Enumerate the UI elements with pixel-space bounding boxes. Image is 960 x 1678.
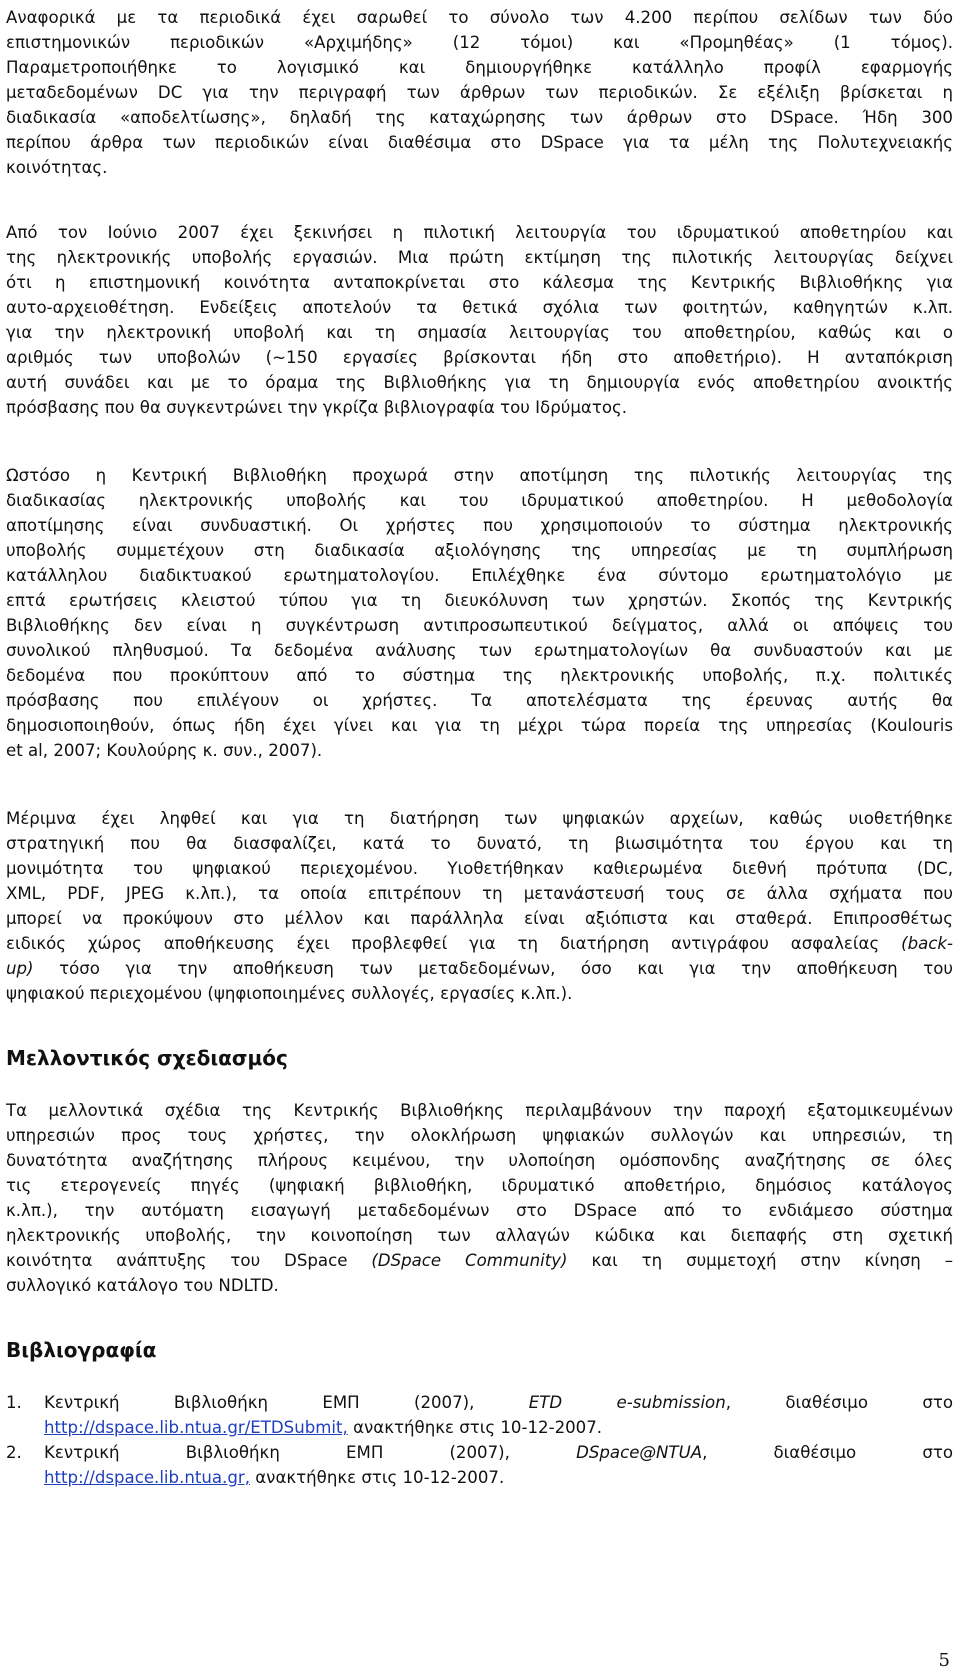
paragraph-5-text: και τη συμμετοχή στην κίνηση – (567, 1251, 953, 1270)
paragraph-5-line: υπηρεσιών προς τους χρήστες, την ολοκλήρωση ψηφιακών συλλογών και υπηρεσιών, τη (6, 1126, 953, 1145)
paragraph-5-line: συλλογικό κατάλογο του NDLTD. (6, 1276, 279, 1295)
reference-link-line (44, 1468, 953, 1488)
paragraph-1-line: περίπου άρθρα των περιοδικών είναι διαθέσιμα στο DSpace για τα μέλη της Πολυτεχνειακής (6, 133, 953, 152)
reference-number: 2. (6, 1443, 22, 1462)
reference-citation (44, 1393, 953, 1413)
reference-link-line (44, 1418, 953, 1438)
heading-bibliography: Βιβλιογραφία (6, 1338, 157, 1362)
paragraph-3-line: et al, 2007; Κουλούρης κ. συν., 2007). (6, 741, 323, 760)
paragraph-1-line: κοινότητας. (6, 158, 108, 177)
paragraph-2-line: αριθμός των υποβολών (~150 εργασίες βρίσκονται ήδη στο αποθετήριο). Η ανταπόκριση (6, 348, 953, 367)
paragraph-1-line: Παραμετροποιήθηκε το λογισμικό και δημιουργήθηκε κατάλληλο προφίλ εφαρμογής (6, 58, 953, 77)
paragraph-3-line: δημοσιοποιηθούν, όπως ήδη έχει γίνει και για τη μέχρι τώρα πορεία της υπηρεσίας (Koulouris (6, 716, 953, 735)
reference-item (6, 1393, 953, 1443)
reference-number: 1. (6, 1393, 22, 1412)
paragraph-5-line: δυνατότητα αναζήτησης πλήρους κειμένου, την υλοποίηση ομόσπονδης αναζήτησης σε όλες (6, 1151, 953, 1170)
reference-retrieved: ανακτήθηκε στις 10-12-2007. (249, 1468, 505, 1487)
page-number: 5 (938, 1650, 950, 1671)
paragraph-5-line: κ.λπ.), την αυτόματη εισαγωγή μεταδεδομένων στο DSpace από το ενδιάμεσο σύστημα (6, 1201, 953, 1220)
reference-url-link[interactable]: http://dspace.lib.ntua.gr, (44, 1468, 250, 1487)
reference-availability: , διαθέσιμο στο (702, 1443, 954, 1462)
paragraph-4-line (6, 934, 953, 954)
paragraph-3-line: κατάλληλου διαδικτυακού ερωτηματολογίου. Επιλέχθηκε ένα σύντομο ερωτηματολόγιο με (6, 566, 953, 585)
paragraph-2-line: Από τον Ιούνιο 2007 έχει ξεκινήσει η πιλοτική λειτουργία του ιδρυματικού αποθετηρίου και (6, 223, 953, 242)
reference-item (6, 1443, 953, 1493)
paragraph-1-line: επιστημονικών περιοδικών «Αρχιμήδης» (12 τόμοι) και «Προμηθέας» (1 τόμος). (6, 33, 953, 52)
backup-italic-term-end: up) (6, 959, 34, 978)
paragraph-4-line (6, 959, 953, 979)
paragraph-4-line: μονιμότητα του ψηφιακού περιεχομένου. Υιοθετήθηκαν καθιερωμένα διεθνή πρότυπα (DC, (6, 859, 953, 878)
paragraph-2-line: της ηλεκτρονικής υποβολής εργασιών. Μια πρώτη εκτίμηση της πιλοτικής λειτουργίας δείχνει (6, 248, 953, 267)
paragraph-4-line: Μέριμνα έχει ληφθεί και για τη διατήρηση των ψηφιακών αρχείων, καθώς υιοθετήθηκε (6, 809, 953, 828)
heading-future-planning: Μελλοντικός σχεδιασμός (6, 1046, 288, 1070)
reference-author: Κεντρική Βιβλιοθήκη ΕΜΠ (2007), (44, 1443, 577, 1462)
paragraph-3-line: διαδικασίας ηλεκτρονικής υποβολής και του ιδρυματικού αποθετηρίου. Η μεθοδολογία (6, 491, 953, 510)
paragraph-4-text: ειδικός χώρος αποθήκευσης έχει προβλεφθεί για τη διατήρηση αντιγράφου ασφαλείας (6, 934, 880, 953)
reference-author: Κεντρική Βιβλιοθήκη ΕΜΠ (2007), (44, 1393, 529, 1412)
paragraph-3-line: υποβολής συμμετέχουν στη διαδικασία αξιολόγησης της υπηρεσίας με τη συμπλήρωση (6, 541, 953, 560)
reference-title: ETD e-submission (528, 1393, 726, 1412)
paragraph-4-line: XML, PDF, JPEG κ.λπ.), τα οποία επιτρέπουν τη μετανάστευσή τους σε άλλα σχήματα που (6, 884, 953, 903)
paragraph-5-line: Τα μελλοντικά σχέδια της Κεντρικής Βιβλιοθήκης περιλαμβάνουν την παροχή εξατομικευμένων (6, 1101, 953, 1120)
dspace-community-italic: (DSpace Community) (371, 1251, 568, 1270)
reference-citation (44, 1443, 953, 1463)
reference-title: DSpace@NTUA (576, 1443, 703, 1462)
paragraph-3-line: αποτίμησης είναι συνδυαστική. Οι χρήστες που χρησιμοποιούν το σύστημα ηλεκτρονικής (6, 516, 953, 535)
paragraph-2-line: ότι η επιστημονική κοινότητα ανταποκρίνεται στο κάλεσμα της Κεντρικής Βιβλιοθήκης για (6, 273, 953, 292)
paragraph-2-line: αυτή συνάδει και με το όραμα της Βιβλιοθήκης για τη δημιουργία ενός αποθετηρίου ανοικτής (6, 373, 953, 392)
paragraph-5-line: τις ετερογενείς πηγές (ψηφιακή βιβλιοθήκη, ιδρυματικό αποθετήριο, δημόσιος κατάλογος (6, 1176, 953, 1195)
paragraph-1-line: Αναφορικά με τα περιοδικά έχει σαρωθεί το σύνολο των 4.200 περίπου σελίδων των δύο (6, 8, 953, 27)
paragraph-5-text: κοινότητα ανάπτυξης του DSpace (6, 1251, 372, 1270)
paragraph-4-line: στρατηγική που θα διασφαλίζει, κατά το δυνατό, τη βιωσιμότητα του έργου και τη (6, 834, 953, 853)
paragraph-3-line: επτά ερωτήσεις κλειστού τύπου για τη διευκόλυνση των χρηστών. Σκοπός της Κεντρικής (6, 591, 953, 610)
reference-url-link[interactable]: http://dspace.lib.ntua.gr/ETDSubmit, (44, 1418, 348, 1437)
paragraph-5-line: ηλεκτρονικής υποβολής, την κοινοποίηση των αλλαγών κώδικα και διεπαφής στη σχετική (6, 1226, 953, 1245)
paragraph-2-line: για την ηλεκτρονική υποβολή και τη σημασία λειτουργίας του αποθετηρίου, καθώς και ο (6, 323, 953, 342)
reference-retrieved: ανακτήθηκε στις 10-12-2007. (347, 1418, 603, 1437)
paragraph-3-line: συνολικού πληθυσμού. Τα δεδομένα ανάλυσης των ερωτηματολογίων θα συνδυαστούν και με (6, 641, 953, 660)
paragraph-3-line: Ωστόσο η Κεντρική Βιβλιοθήκη προχωρά στην αποτίμηση της πιλοτικής λειτουργίας της (6, 466, 953, 485)
paragraph-4-text: τόσο για την αποθήκευση των μεταδεδομένων, όσο και για την αποθήκευση του (33, 959, 953, 978)
paragraph-5-line (6, 1251, 953, 1271)
reference-availability: , διαθέσιμο στο (725, 1393, 953, 1412)
paragraph-3-line: Βιβλιοθήκης δεν είναι η συγκέντρωση αντιπροσωπευτικού δείγματος, αλλά οι απόψεις του (6, 616, 953, 635)
paragraph-4-line: μπορεί να προκύψουν στο μέλλον και παράλληλα είναι αξιόπιστα και σταθερά. Επιπροσθέτως (6, 909, 953, 928)
paragraph-2-line: αυτο-αρχειοθέτηση. Ενδείξεις αποτελούν τα θετικά σχόλια των φοιτητών, καθηγητών κ.λπ. (6, 298, 953, 317)
paragraph-2-line: πρόσβασης που θα συγκεντρώνει την γκρίζα βιβλιογραφία του Ιδρύματος. (6, 398, 627, 417)
paragraph-1-line: μεταδεδομένων DC για την περιγραφή των άρθρων των περιοδικών. Σε εξέλιξη βρίσκεται η (6, 83, 953, 102)
paragraph-1-line: διαδικασία «αποδελτίωσης», δηλαδή της καταχώρησης των άρθρων στο DSpace. Ήδη 300 (6, 108, 953, 127)
paragraph-4-line: ψηφιακού περιεχομένου (ψηφιοποιημένες συλλογές, εργασίες κ.λπ.). (6, 984, 573, 1003)
paragraph-3-line: πρόσβασης που επιλέγουν οι χρήστες. Τα αποτελέσματα της έρευνας αυτής θα (6, 691, 953, 710)
backup-italic-term: (back- (901, 934, 953, 953)
paragraph-3-line: δεδομένα που προκύπτουν από το σύστημα της ηλεκτρονικής υποβολής, π.χ. πολιτικές (6, 666, 953, 685)
